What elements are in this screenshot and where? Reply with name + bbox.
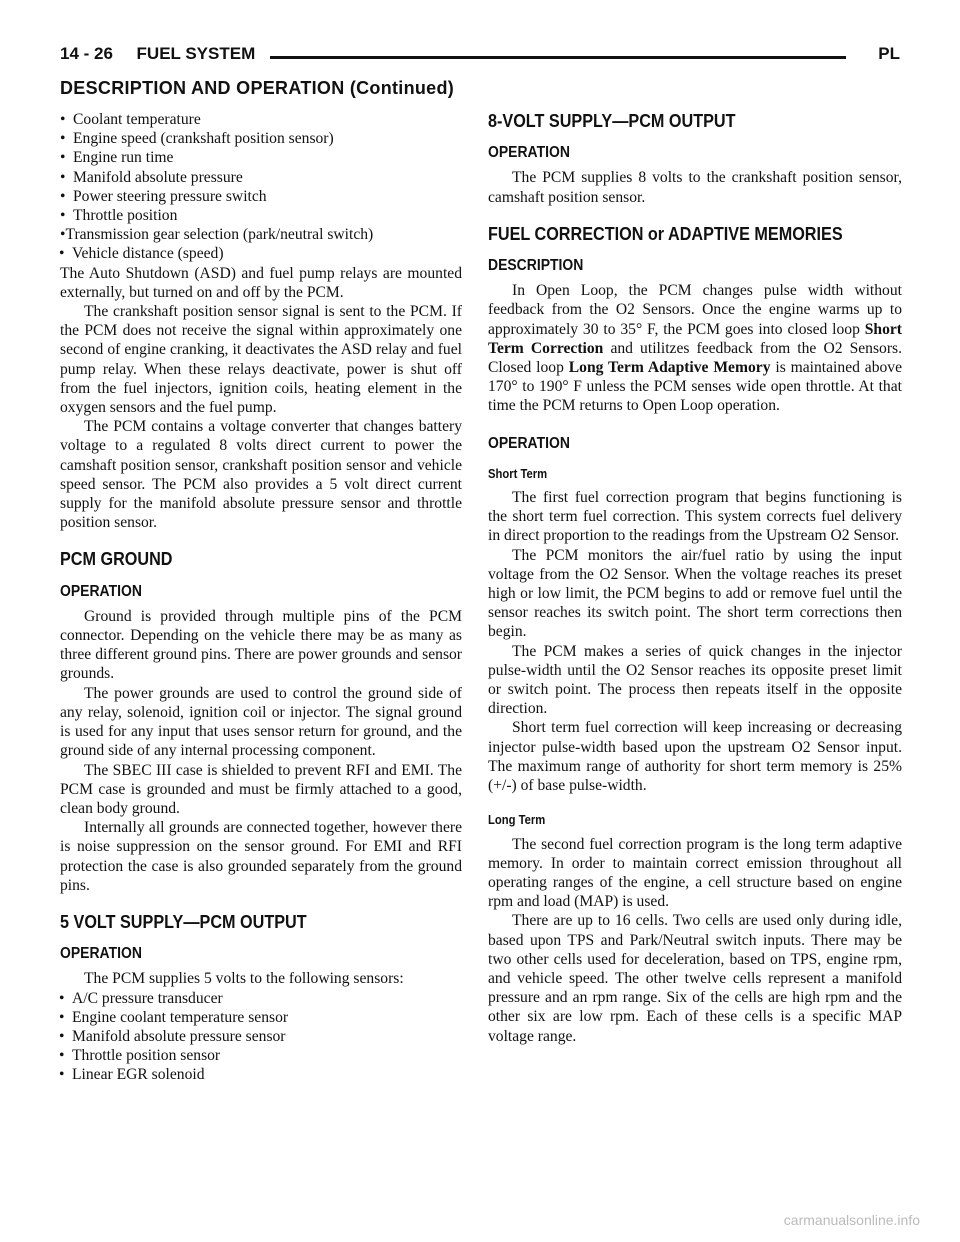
paragraph: The PCM contains a voltage converter that changes battery voltage to a regulated 8 volts direct current to power the camshaft position sensor, crankshaft position sensor and vehicle speed sensor. The PCM also provides a 5 volt direct current supply for the manifold absolute pressure sensor and throttle position sensor. <box>60 418 462 532</box>
list-item: • Engine speed (crankshaft position sensor) <box>60 130 334 148</box>
paragraph: Ground is provided through multiple pins of the PCM connector. Depending on the vehicle there may be as many as three different ground pins. There are power grounds and sensor grounds. <box>60 607 462 683</box>
paragraph: Internally all grounds are connected together, however there is noise suppression on the sensor ground. For EMI and RFI protection the case is also grounded separately from the ground pins. <box>60 819 462 894</box>
paragraph: Short term fuel correction will keep increasing or decreasing injector pulse-width based upon the upstream O2 Sensor input. The maximum range of authority for short term memory is 25% (+/-) of base pulse-width. <box>488 719 902 795</box>
continued-heading: DESCRIPTION AND OPERATION (Continued) <box>60 78 455 98</box>
subsection-heading: DESCRIPTION <box>488 257 584 275</box>
page-header <box>60 42 900 72</box>
minor-heading: Short Term <box>488 466 548 481</box>
paragraph: The Auto Shutdown (ASD) and fuel pump relays are mounted externally, but turned on and off by the PCM. <box>60 264 462 301</box>
paragraph: The crankshaft position sensor signal is sent to the PCM. If the PCM does not receive the signal within approximately one second of engine cranking, it deactivates the ASD relay and fuel pump relay. When these relays deactivate, power is shut off from the fuel injectors, ignition coils, heating element in the oxygen sensors and the fuel pump. <box>60 303 462 417</box>
bullet-icon: • <box>60 226 66 244</box>
paragraph: The SBEC III case is shielded to prevent RFI and EMI. The PCM case is grounded and must be firmly attached to a good, clean body ground. <box>60 761 462 817</box>
paragraph: In Open Loop, the PCM changes pulse width without feedback from the O2 Sensors. Once the engine warms up to approximately 30 to 35° F, the PCM goes into closed loop Short Term Correction and utilitzes feedback from the O2 Sensors. Closed loop Long Term Adaptive Memory is maintained above 170° to 190° F unless the PCM senses wide open throttle. At that time the PCM returns to Open Loop operation. <box>488 282 903 415</box>
list-item: • Throttle position <box>60 207 178 225</box>
list-item: • Engine run time <box>60 149 174 167</box>
list-item: • Throttle position sensor <box>59 1047 221 1065</box>
section-heading: 5 VOLT SUPPLY—PCM OUTPUT <box>60 911 307 932</box>
paragraph: The second fuel correction program is the long term adaptive memory. In order to maintain correct emission throughout all operating ranges of the engine, a cell structure based on engine rpm and load (MAP) is used. <box>488 835 902 911</box>
bullet-icon: • <box>60 149 66 167</box>
list-item: • Power steering pressure switch <box>60 187 267 205</box>
bullet-icon: • <box>59 1047 65 1065</box>
paragraph: The PCM monitors the air/fuel ratio by using the input voltage from the O2 Sensor. When the voltage reaches its preset high or low limit, the PCM begins to add or remove fuel until the sensor reaches its switch point. The short term corrections then begin. <box>488 546 902 641</box>
paragraph: The first fuel correction program that begins functioning is the short term fuel correction. This system corrects fuel delivery in direct proportion to the readings from the Upstream O2 Sensor. <box>488 489 902 545</box>
minor-heading: Long Term <box>488 813 546 828</box>
list-item: • A/C pressure transducer <box>59 989 223 1007</box>
bullet-icon: • <box>60 130 66 148</box>
bullet-icon: • <box>60 207 66 225</box>
header-rule <box>270 56 846 59</box>
bullet-icon: • <box>60 111 66 128</box>
bullet-icon: • <box>60 168 66 186</box>
section-heading: FUEL CORRECTION or ADAPTIVE MEMORIES <box>488 223 843 244</box>
bullet-icon: • <box>59 245 65 263</box>
list-item: • Coolant temperature <box>60 111 201 128</box>
sensor-list <box>60 989 462 1085</box>
input-list <box>60 110 462 264</box>
list-item: • Manifold absolute pressure <box>60 168 243 186</box>
page-number-section: 14 - 26 FUEL SYSTEM <box>60 44 256 63</box>
list-item: •Transmission gear selection (park/neutral switch) <box>60 226 374 244</box>
paragraph: The PCM supplies 5 volts to the following sensors: <box>84 970 404 988</box>
paragraph: The power grounds are used to control the ground side of any relay, solenoid, ignition coil or injector. The signal ground is used for any input that uses sensor return for ground, and the ground side of any internal processing component. <box>60 684 462 760</box>
paragraph: There are up to 16 cells. Two cells are used only during idle, based upon TPS and Park/Neutral switch inputs. There may be two other cells used for deceleration, based on TPS, engine rpm, and vehicle speed. The other twelve cells represent a manifold pressure and an rpm range. Six of the cells are high rpm and the other six are low rpm. Each of these cells is a specific MAP voltage range. <box>488 912 902 1045</box>
bullet-icon: • <box>60 187 66 205</box>
right-column <box>488 110 902 1046</box>
subsection-heading: OPERATION <box>488 144 570 162</box>
list-item: • Linear EGR solenoid <box>59 1066 205 1084</box>
paragraph: The PCM supplies 8 volts to the crankshaft position sensor, camshaft position sensor. <box>488 169 902 206</box>
subsection-heading: OPERATION <box>488 434 570 452</box>
bullet-icon: • <box>59 989 65 1007</box>
subsection-heading: OPERATION <box>60 582 142 600</box>
paragraph: The PCM makes a series of quick changes in the injector pulse-width until the O2 Sensor reaches its opposite preset limit or switch point. The process then repeats itself in the opposite direction. <box>488 642 902 718</box>
list-item: • Manifold absolute pressure sensor <box>59 1027 286 1045</box>
section-heading: PCM GROUND <box>60 549 173 570</box>
list-item: • Vehicle distance (speed) <box>59 245 224 263</box>
subsection-heading: OPERATION <box>60 945 142 963</box>
list-item: • Engine coolant temperature sensor <box>59 1008 289 1026</box>
model-code: PL <box>878 44 900 63</box>
bullet-icon: • <box>59 1066 65 1084</box>
bullet-icon: • <box>59 1008 65 1026</box>
left-column <box>60 110 462 1085</box>
section-heading: 8-VOLT SUPPLY—PCM OUTPUT <box>488 111 736 131</box>
bullet-icon: • <box>59 1027 65 1045</box>
watermark: carmanualsonline.info <box>783 1212 920 1228</box>
